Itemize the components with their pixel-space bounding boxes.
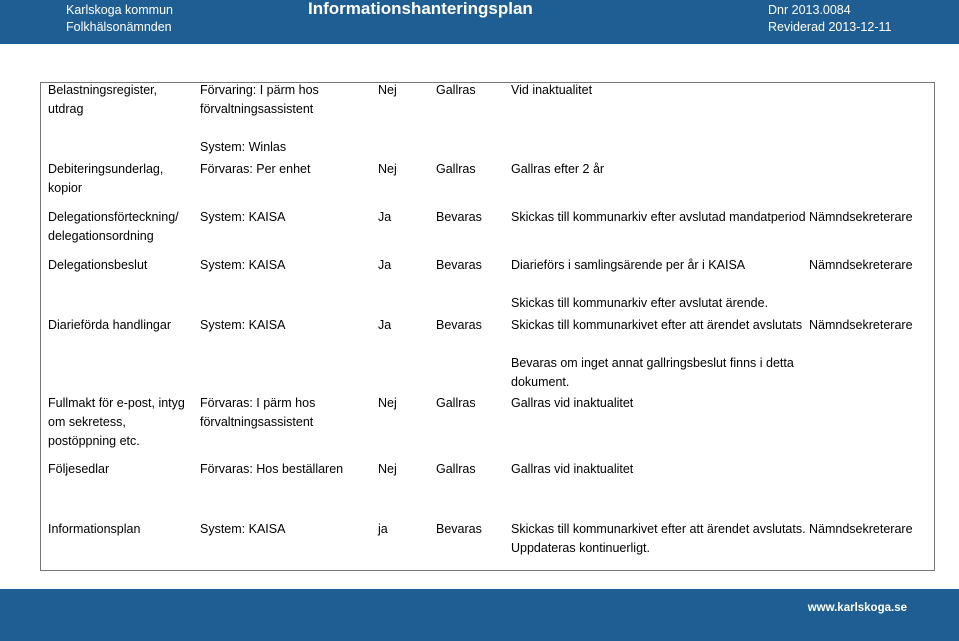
record-name-line: delegationsordning <box>48 229 154 243</box>
record-note <box>511 208 806 227</box>
record-storage-line: System: Winlas <box>200 140 287 154</box>
record-note-line: Skickas till kommunarkiv efter avslutad mandatperiod <box>511 210 806 224</box>
record-responsible-line: Nämndsekreterare <box>809 210 913 224</box>
record-storage-line: System: KAISA <box>200 522 286 536</box>
record-note-line: Bevaras om inget annat gallringsbeslut finns i detta <box>511 356 794 370</box>
record-archive-flag <box>378 208 391 227</box>
record-storage-line: förvaltningsassistent <box>200 415 314 429</box>
record-responsible <box>809 316 913 335</box>
record-note <box>511 160 604 179</box>
record-responsible-line: Nämndsekreterare <box>809 258 913 272</box>
record-storage-line: Förvaras: Hos beställaren <box>200 462 344 476</box>
record-action <box>436 81 476 100</box>
record-responsible <box>809 520 913 539</box>
record-storage <box>200 208 285 227</box>
record-name-line: Fullmakt för e-post, intyg <box>48 396 185 410</box>
record-storage <box>200 256 285 275</box>
record-action-line: Bevaras <box>436 210 482 224</box>
record-action <box>436 394 476 413</box>
record-note-line <box>511 275 768 294</box>
record-archive-flag <box>378 460 397 479</box>
record-name <box>48 208 179 246</box>
record-storage <box>200 316 285 335</box>
record-name <box>48 520 140 539</box>
record-archive-flag <box>378 520 388 539</box>
record-note-line <box>511 335 802 354</box>
board-name: Folkhälsonämnden <box>66 20 172 34</box>
record-storage-line: System: KAISA <box>200 318 286 332</box>
record-note-line: Uppdateras kontinuerligt. <box>511 541 650 555</box>
record-action-line: Gallras <box>436 162 476 176</box>
record-storage-line: Förvaring: I pärm hos <box>200 83 319 97</box>
record-storage-line: Förvaras: Per enhet <box>200 162 311 176</box>
record-action-line: Bevaras <box>436 522 482 536</box>
record-responsible-line: Nämndsekreterare <box>809 318 913 332</box>
revision-date: Reviderad 2013-12-11 <box>768 20 892 34</box>
page-footer <box>0 589 959 641</box>
record-name <box>48 160 163 198</box>
record-responsible <box>809 256 913 275</box>
record-note <box>511 256 768 313</box>
record-name-line: Följesedlar <box>48 462 110 476</box>
record-action-line: Gallras <box>436 83 476 97</box>
record-action <box>436 316 482 335</box>
record-name-line: Delegationsbeslut <box>48 258 148 272</box>
header-right <box>768 2 891 36</box>
record-archive-flag-line: Nej <box>378 396 397 410</box>
record-storage <box>200 520 285 539</box>
record-name-line: postöppning etc. <box>48 434 140 448</box>
record-name <box>48 394 185 451</box>
record-note <box>511 394 633 413</box>
record-archive-flag-line: ja <box>378 522 388 536</box>
record-archive-flag <box>378 394 397 413</box>
record-action <box>436 460 476 479</box>
record-note <box>511 81 592 100</box>
record-note-line: Vid inaktualitet <box>511 83 593 97</box>
record-name <box>48 256 147 275</box>
org-name: Karlskoga kommun <box>66 3 173 17</box>
record-note <box>511 316 802 392</box>
record-archive-flag-line: Ja <box>378 258 392 272</box>
record-archive-flag <box>378 160 397 179</box>
record-name-line: om sekretess, <box>48 415 126 429</box>
record-note-line: Diarieförs i samlingsärende per år i KAISA <box>511 258 746 272</box>
record-note <box>511 520 806 558</box>
record-responsible <box>809 208 913 227</box>
record-note-line: Skickas till kommunarkivet efter att ärendet avslutats. <box>511 522 806 536</box>
record-archive-flag <box>378 316 391 335</box>
record-note-line: Gallras vid inaktualitet <box>511 462 634 476</box>
record-archive-flag-line: Ja <box>378 318 392 332</box>
record-archive-flag-line: Ja <box>378 210 392 224</box>
record-name <box>48 460 109 479</box>
record-archive-flag-line: Nej <box>378 462 397 476</box>
record-responsible-line: Nämndsekreterare <box>809 522 913 536</box>
record-name-line: utdrag <box>48 102 84 116</box>
record-name-line: Informationsplan <box>48 522 141 536</box>
page-header <box>0 0 959 44</box>
record-storage <box>200 160 310 179</box>
record-archive-flag-line: Nej <box>378 162 397 176</box>
record-action <box>436 160 476 179</box>
record-note-line: dokument. <box>511 375 570 389</box>
record-note-line: Gallras efter 2 år <box>511 162 605 176</box>
record-storage-line: förvaltningsassistent <box>200 102 314 116</box>
header-left <box>66 2 173 36</box>
record-note-line: Skickas till kommunarkivet efter att ärendet avslutats <box>511 318 803 332</box>
record-storage-line <box>200 119 319 138</box>
record-storage <box>200 394 315 432</box>
record-name <box>48 316 171 335</box>
record-action-line: Gallras <box>436 462 476 476</box>
record-name-line: kopior <box>48 181 83 195</box>
record-action-line: Bevaras <box>436 258 482 272</box>
record-storage <box>200 460 343 479</box>
record-action <box>436 256 482 275</box>
record-name <box>48 81 157 119</box>
record-archive-flag <box>378 81 397 100</box>
record-note <box>511 460 633 479</box>
record-archive-flag-line: Nej <box>378 83 397 97</box>
record-name-line: Delegationsförteckning/ <box>48 210 179 224</box>
record-name-line: Belastningsregister, <box>48 83 158 97</box>
record-action <box>436 208 482 227</box>
record-storage-line: Förvaras: I pärm hos <box>200 396 316 410</box>
record-action <box>436 520 482 539</box>
website-link[interactable]: www.karlskoga.se <box>807 602 907 614</box>
record-name-line: Diarieförda handlingar <box>48 318 171 332</box>
record-note-line: Skickas till kommunarkiv efter avslutat ärende. <box>511 296 769 310</box>
record-action-line: Gallras <box>436 396 476 410</box>
record-storage <box>200 81 319 157</box>
document-number: Dnr 2013.0084 <box>768 3 851 17</box>
record-archive-flag <box>378 256 391 275</box>
record-action-line: Bevaras <box>436 318 482 332</box>
record-storage-line: System: KAISA <box>200 210 286 224</box>
record-note-line: Gallras vid inaktualitet <box>511 396 634 410</box>
record-storage-line: System: KAISA <box>200 258 286 272</box>
document-title: Informationshanteringsplan <box>308 0 533 18</box>
record-name-line: Debiteringsunderlag, <box>48 162 164 176</box>
